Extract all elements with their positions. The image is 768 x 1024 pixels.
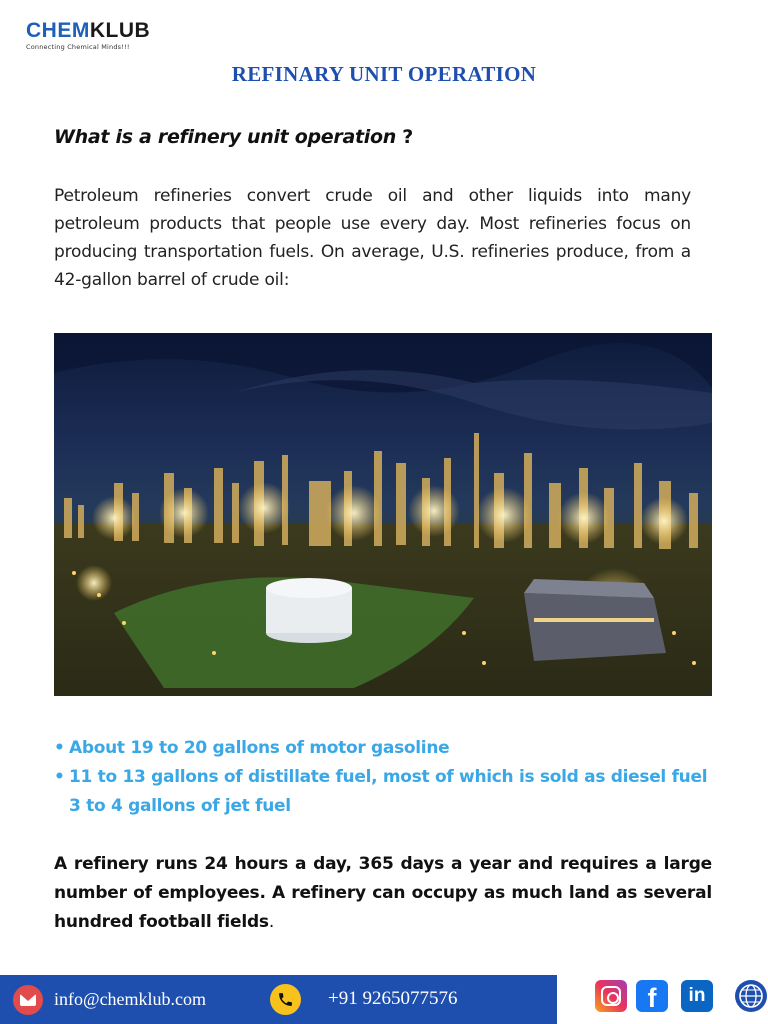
refinery-night-photo: [54, 333, 712, 696]
facebook-icon[interactable]: f: [636, 980, 668, 1012]
phone-icon: [270, 984, 301, 1015]
yield-bullet-list: [54, 734, 707, 821]
storage-tank: [266, 578, 352, 643]
brand-name-part1: CHEM: [26, 19, 90, 42]
intro-paragraph: Petroleum refineries convert crude oil and other liquids into many petroleum products that people use every day. Most refineries focus on producing transportation fuels. On average, U.S. refineries produce, from a 42-gallon barrel of crude oil:: [54, 186, 691, 290]
section-question: [54, 126, 413, 148]
refinery-illustration: [54, 333, 712, 696]
envelope-icon: [13, 985, 43, 1015]
closing-tail: .: [268, 912, 275, 932]
page-title: REFINARY UNIT OPERATION: [231, 62, 537, 86]
contact-footer-bar: [0, 975, 557, 1024]
brand-wordmark: [26, 20, 150, 42]
brand-name-part2: KLUB: [89, 19, 151, 42]
email-link[interactable]: info@chemklub.com: [54, 989, 207, 1009]
question-text: What is a refinery unit operation: [54, 126, 396, 148]
question-mark: ?: [402, 126, 414, 148]
brand-logo: [26, 20, 150, 51]
list-item: 3 to 4 gallons of jet fuel: [69, 796, 291, 816]
phone-link[interactable]: +91 9265077576: [328, 988, 458, 1009]
brand-tagline: Connecting Chemical Minds!!!: [26, 43, 130, 51]
list-item: • 11 to 13 gallons of distillate fuel, most of which is sold as diesel fuel: [54, 763, 707, 792]
list-item: • About 19 to 20 gallons of motor gasoline: [54, 734, 707, 763]
closing-bold-text: A refinery runs 24 hours a day, 365 days a year and requires a large number of employees. A refinery can occupy as much land as several hundred football fields: [54, 854, 712, 932]
linkedin-icon[interactable]: in: [681, 980, 713, 1012]
instagram-icon[interactable]: [595, 980, 627, 1012]
globe-icon[interactable]: [735, 980, 767, 1012]
closing-paragraph: [54, 850, 712, 937]
